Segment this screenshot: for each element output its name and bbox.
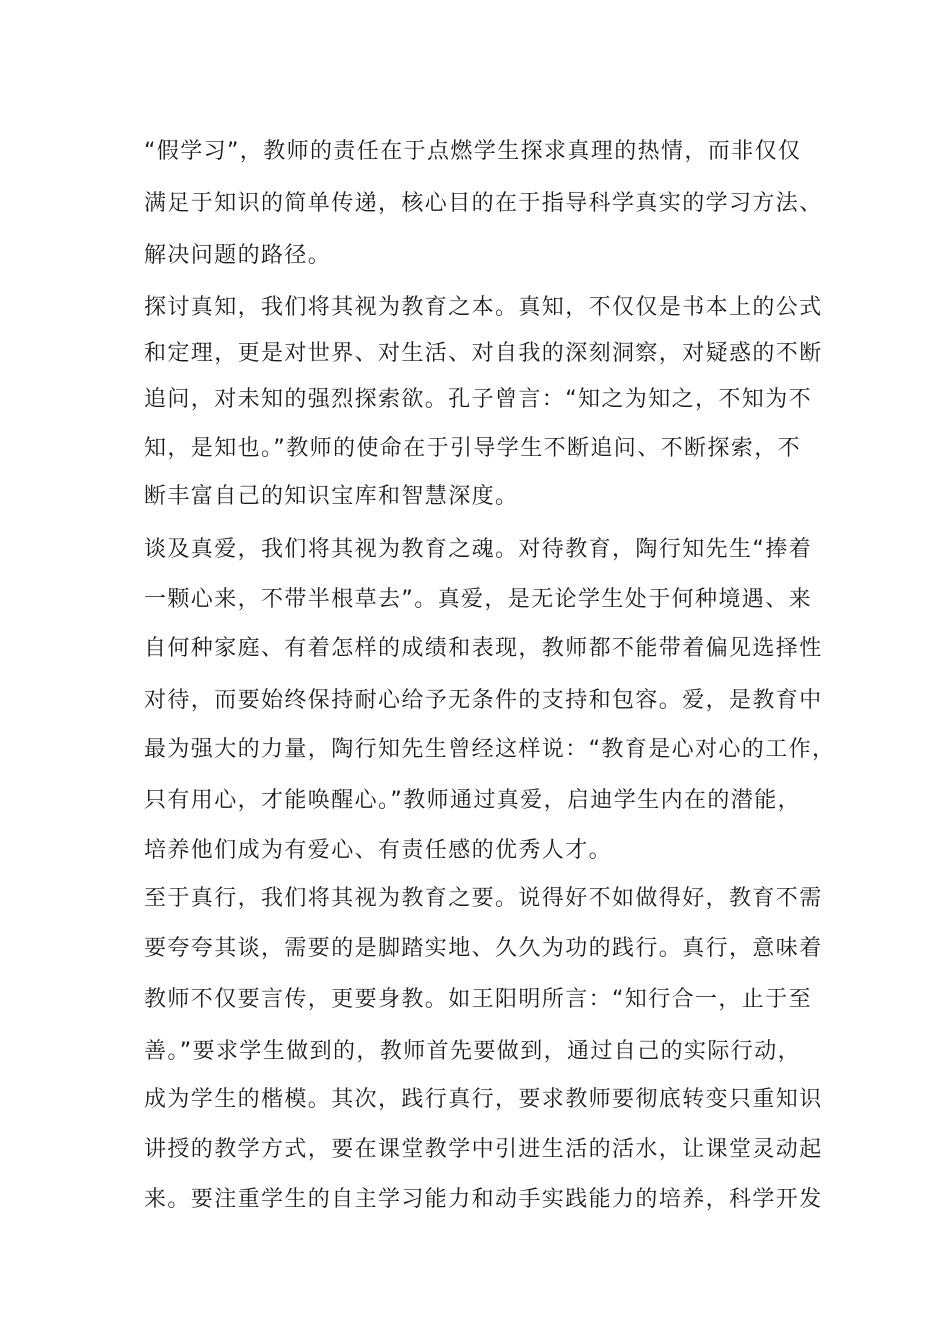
- text-line: 断丰富自己的知识宝库和智慧深度。: [144, 484, 519, 509]
- text-line: 要夸夸其谈，需要的是脚踏实地、久久为功的践行。真行，意味着: [144, 936, 823, 961]
- text-line: 来。要注重学生的自主学习能力和动手实践能力的培养，科学开发: [144, 1187, 823, 1212]
- text-line: 最为强大的力量，陶行知先生曾经这样说：“教育是心对心的工作，: [144, 737, 836, 762]
- text-line: 谈及真爱，我们将其视为教育之魂。对待教育，陶行知先生“捧着: [144, 537, 812, 562]
- text-line: 探讨真知，我们将其视为教育之本。真知，不仅仅是书本上的公式: [144, 295, 823, 320]
- text-line: 一颗心来，不带半根草去”。真爱，是无论学生处于何种境遇、来: [144, 587, 812, 612]
- text-line: 讲授的教学方式，要在课堂教学中引进生活的活水，让课堂灵动起: [144, 1137, 823, 1162]
- text-line: 成为学生的楷模。其次，践行真行，要求教师要彻底转变只重知识: [144, 1087, 823, 1112]
- text-line: 对待，而要始终保持耐心给予无条件的支持和包容。爱，是教育中: [144, 688, 823, 713]
- text-line: 善。”要求学生做到的，教师首先要做到，通过自己的实际行动，: [144, 1039, 801, 1064]
- text-line: 和定理，更是对世界、对生活、对自我的深刻洞察，对疑惑的不断: [144, 341, 823, 366]
- text-line: 追问，对未知的强烈探索欲。孔子曾言：“知之为知之，不知为不: [144, 387, 812, 412]
- text-line: 只有用心，才能唤醒心。”教师通过真爱，启迪学生内在的潜能，: [144, 788, 801, 813]
- text-line: “假学习”，教师的责任在于点燃学生探求真理的热情，而非仅仅: [144, 139, 802, 164]
- text-line: 教师不仅要言传，更要身教。如王阳明所言：“知行合一，止于至: [144, 987, 812, 1012]
- text-line: 培养他们成为有爱心、有责任感的优秀人才。: [144, 838, 613, 863]
- text-line: 满足于知识的简单传递，核心目的在于指导科学真实的学习方法、: [144, 191, 823, 216]
- text-line: 自何种家庭、有着怎样的成绩和表现，教师都不能带着偏见选择性: [144, 636, 823, 661]
- text-line: 知，是知也。”教师的使命在于引导学生不断追问、不断探索，不: [144, 436, 801, 461]
- text-line: 至于真行，我们将其视为教育之要。说得好不如做得好，教育不需: [144, 886, 823, 911]
- text-line: 解决问题的路径。: [144, 243, 332, 268]
